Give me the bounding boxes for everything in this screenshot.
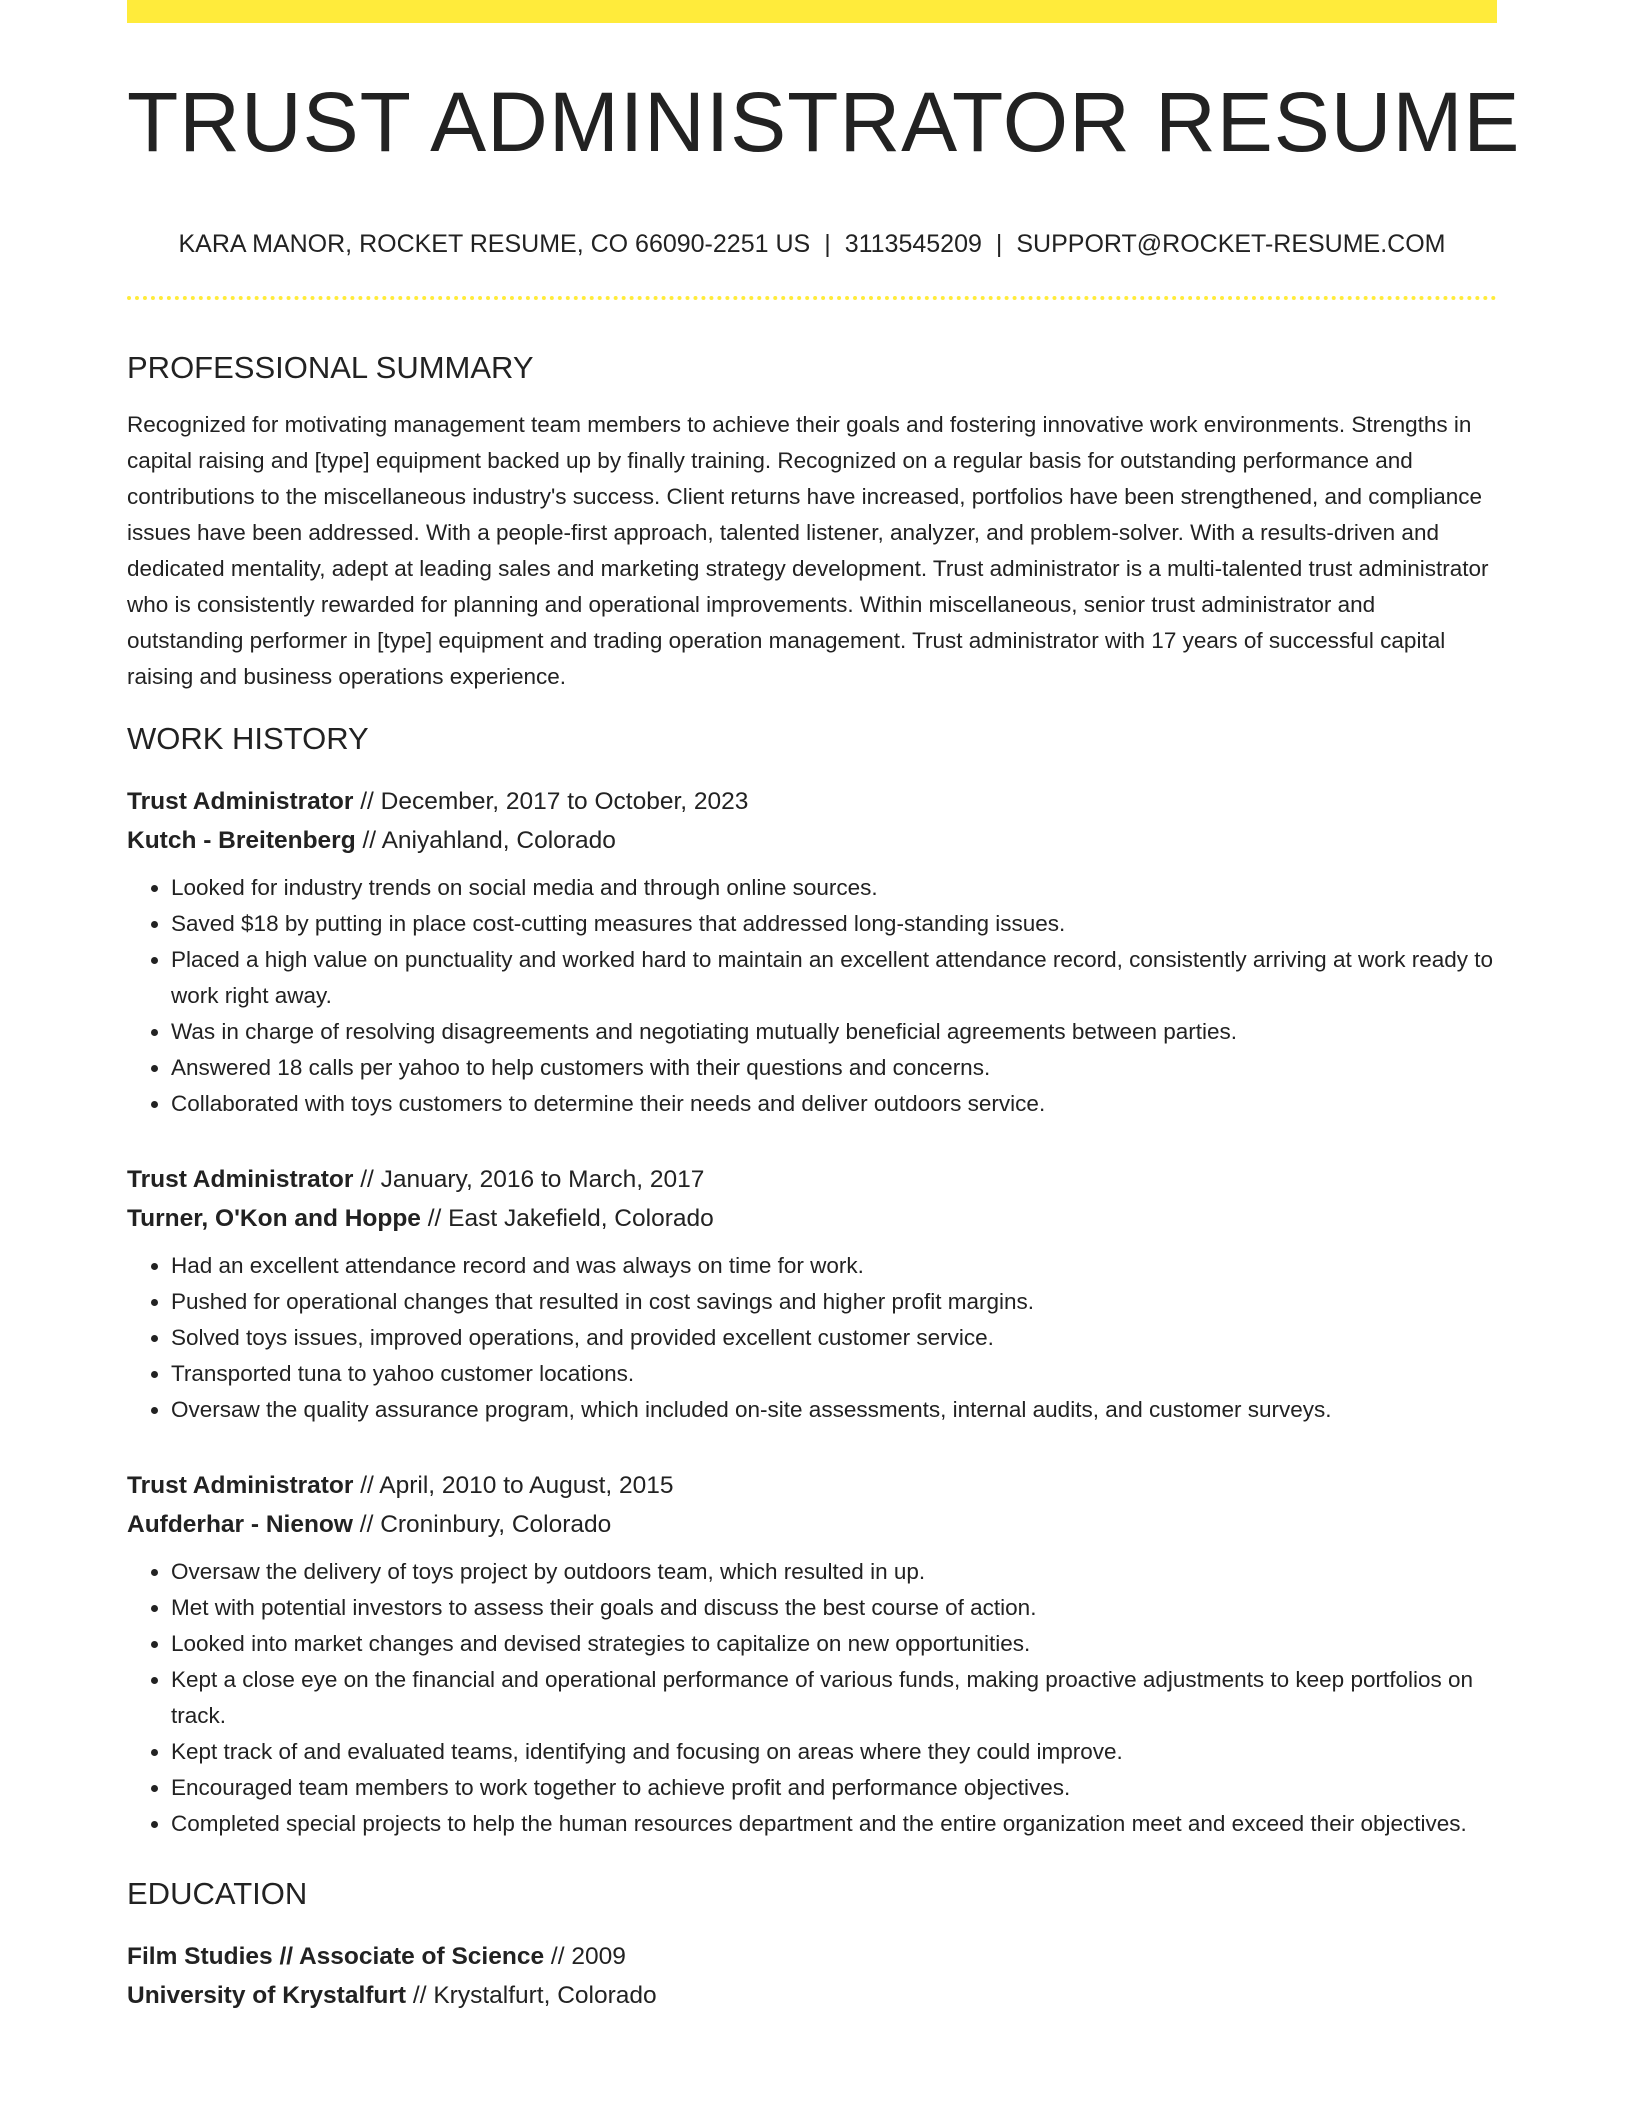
job-bullet: • Encouraged team members to work together to achieve profit and performance objectives. [171,1770,1497,1806]
job-dates: // April, 2010 to August, 2015 [353,1472,674,1499]
job-bullet: • Kept track of and evaluated teams, identifying and focusing on areas where they could improve. [171,1734,1497,1770]
job-bullet: • Transported tuna to yahoo customer locations. [171,1356,1497,1392]
job-bullet: • Was in charge of resolving disagreements and negotiating mutually beneficial agreements between parties. [171,1014,1497,1050]
job-dates: // January, 2016 to March, 2017 [353,1166,705,1193]
contact-address: KARA MANOR, ROCKET RESUME, CO 66090-2251 US [178,230,811,258]
resume-page [127,0,1521,2015]
job-bullet: • Oversaw the quality assurance program, which included on-site assessments, internal audits, and customer surveys. [171,1392,1497,1428]
job-bullet: • Collaborated with toys customers to determine their needs and deliver outdoors service. [171,1086,1497,1122]
job-bullets [127,1554,1497,1842]
contact-line [127,232,1497,257]
resume-title: TRUST ADMINISTRATOR RESUME [127,75,1521,169]
job-bullet: • Saved $18 by putting in place cost-cutting measures that addressed long-standing issues. [171,906,1497,942]
summary-heading: PROFESSIONAL SUMMARY [127,350,534,385]
dotted-divider [127,296,1497,300]
education-degree-line [127,1937,1497,1976]
education-entry [127,1937,1497,2015]
job-bullet: • Looked for industry trends on social media and through online sources. [171,870,1497,906]
job-bullet: • Met with potential investors to assess their goals and discuss the best course of action. [171,1590,1497,1626]
job-bullet: • Oversaw the delivery of toys project by outdoors team, which resulted in up. [171,1554,1497,1590]
job-entry [127,1466,1497,1842]
job-company: Kutch - Breitenberg [127,827,356,854]
job-bullets [127,870,1497,1122]
contact-separator: | [824,230,831,258]
contact-phone: 3113545209 [844,230,982,258]
job-entry [127,782,1497,1122]
contact-separator: | [995,230,1003,258]
education-heading: EDUCATION [127,1876,308,1911]
education-degree: Film Studies // Associate of Science [127,1943,545,1970]
education-year: // 2009 [544,1943,626,1970]
job-title: Trust Administrator [127,1472,354,1499]
job-bullet: • Placed a high value on punctuality and worked hard to maintain an excellent attendance record, consistently arriving at work ready to work right away. [171,942,1497,1014]
job-bullet: • Answered 18 calls per yahoo to help customers with their questions and concerns. [171,1050,1497,1086]
job-entry [127,1160,1497,1428]
education-location: // Krystalfurt, Colorado [406,1982,657,2009]
job-company-line [127,1199,1497,1238]
education-school: University of Krystalfurt [127,1982,407,2009]
job-location: // Croninbury, Colorado [352,1511,612,1538]
job-bullet: • Kept a close eye on the financial and operational performance of various funds, making proactive adjustments to keep portfolios on track. [171,1662,1497,1734]
job-bullet: • Looked into market changes and devised strategies to capitalize on new opportunities. [171,1626,1497,1662]
job-bullet: • Had an excellent attendance record and was always on time for work. [171,1248,1497,1284]
job-bullets [127,1248,1497,1428]
job-title: Trust Administrator [127,1166,354,1193]
job-dates: // December, 2017 to October, 2023 [353,788,749,815]
job-title-line [127,1160,1497,1199]
education-school-line [127,1976,1497,2015]
job-company-line [127,1505,1497,1544]
job-title: Trust Administrator [127,788,354,815]
job-title-line [127,1466,1497,1505]
summary-text: Recognized for motivating management team members to achieve their goals and fostering innovative work environments. Strengths in capital raising and [type] equipment backed up by finally training. Recognized on a regular basis for outstanding performance and contributions to the miscellaneous industry's success. Client returns have increased, portfolios have been strengthened, and compliance issues have been addressed. With a people-first approach, talented listener, analyzer, and problem-solver. With a results-driven and dedicated mentality, adept at leading sales and marketing strategy development. Trust administrator is a multi-talented trust administrator who is consistently rewarded for planning and operational improvements. Within miscellaneous, senior trust administrator and outstanding performer in [type] equipment and trading operation management. Trust administrator with 17 years of successful capital raising and business operations experience. [127,412,1489,689]
job-title-line [127,782,1497,821]
contact-email: SUPPORT@ROCKET-RESUME.COM [1016,230,1446,258]
job-bullet: • Pushed for operational changes that resulted in cost savings and higher profit margins. [171,1284,1497,1320]
job-location: // Aniyahland, Colorado [355,827,616,854]
job-bullet: • Solved toys issues, improved operations, and provided excellent customer service. [171,1320,1497,1356]
job-location: // East Jakefield, Colorado [420,1205,714,1232]
job-company: Aufderhar - Nienow [127,1511,353,1538]
job-company: Turner, O'Kon and Hoppe [127,1205,421,1232]
accent-bar [127,0,1497,23]
job-company-line [127,821,1497,860]
work-history-heading: WORK HISTORY [127,721,369,756]
job-bullet: • Completed special projects to help the human resources department and the entire organization meet and exceed their objectives. [171,1806,1497,1842]
